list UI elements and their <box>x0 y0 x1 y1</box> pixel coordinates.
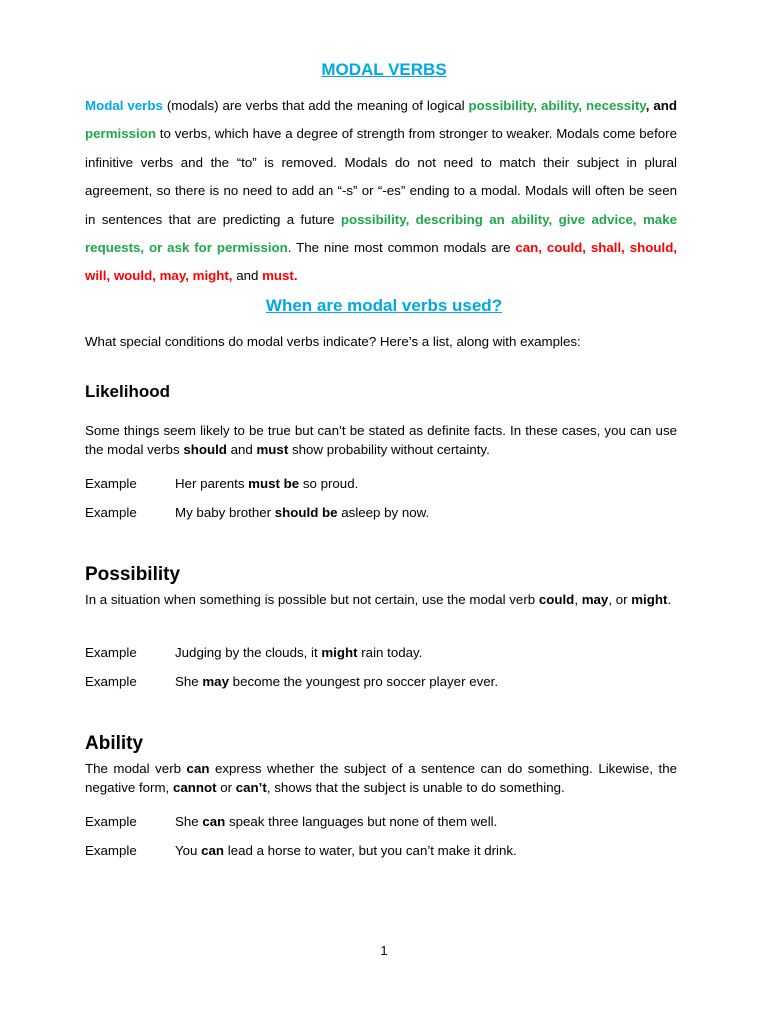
section-subtitle: When are modal verbs used? <box>265 296 503 315</box>
desc-keyword: cannot <box>172 780 217 795</box>
desc-text: , <box>574 592 582 607</box>
example-keyword: might <box>321 645 358 660</box>
example-text: asleep by now. <box>337 505 430 520</box>
intro-highlight-must: must. <box>262 268 298 284</box>
possibility-description <box>85 590 677 609</box>
heading-ability: Ability <box>85 733 144 754</box>
desc-text: , or <box>608 592 632 607</box>
desc-text: or <box>216 780 236 795</box>
example-label: Example <box>85 505 137 520</box>
example-keyword: may <box>202 674 229 689</box>
desc-text: , shows that the subject is unable to do something. <box>266 780 565 795</box>
example-text: speak three languages but none of them well. <box>225 814 498 829</box>
example-text: rain today. <box>357 645 423 660</box>
desc-keyword: should <box>183 442 227 457</box>
example-text: lead a horse to water, but you can’t make it drink. <box>224 843 517 858</box>
example-row <box>85 814 677 829</box>
example-text: become the youngest pro soccer player ever. <box>228 674 499 689</box>
example-text: so proud. <box>299 476 359 491</box>
example-keyword: should be <box>274 505 338 520</box>
intro-highlight-uses: possibility, describing an ability, give advice, make requests, or ask for permission <box>85 211 677 256</box>
desc-text: The modal verb <box>85 761 187 776</box>
example-sentence <box>175 505 429 520</box>
example-sentence <box>175 843 517 858</box>
example-label: Example <box>85 843 137 858</box>
heading-possibility: Possibility <box>85 564 181 585</box>
example-text: My baby brother <box>175 505 275 520</box>
heading-likelihood: Likelihood <box>85 382 170 401</box>
example-label: Example <box>85 476 137 491</box>
desc-text: . <box>667 592 672 607</box>
example-sentence <box>175 645 422 660</box>
intro-text: , and <box>645 98 677 113</box>
desc-keyword: could <box>538 592 575 607</box>
example-row <box>85 476 677 491</box>
page-number: 1 <box>380 943 388 958</box>
example-row <box>85 674 677 689</box>
example-label: Example <box>85 645 137 660</box>
example-sentence <box>175 814 497 829</box>
example-text: She <box>175 674 203 689</box>
intro-highlight-modals: can, could, shall, should, will, would, may, might, <box>85 240 678 284</box>
desc-keyword: can’t <box>235 780 267 795</box>
desc-keyword: might <box>631 592 668 607</box>
desc-keyword: must <box>256 442 289 457</box>
example-row <box>85 505 677 520</box>
desc-text: Some things seem likely to be true but can’t be stated as definite facts. In these cases, you can use the modal verbs <box>85 423 677 457</box>
intro-text: and <box>232 268 263 284</box>
example-label: Example <box>85 674 137 689</box>
desc-keyword: can <box>186 761 210 776</box>
intro-question: What special conditions do modal verbs indicate? Here’s a list, along with examples: <box>85 334 581 349</box>
desc-text: show probability without certainty. <box>288 442 490 457</box>
intro-term-modal-verbs: Modal verbs <box>85 98 163 113</box>
example-row <box>85 645 677 660</box>
desc-text: and <box>226 442 257 457</box>
desc-keyword: may <box>581 592 609 607</box>
page-title: MODAL VERBS <box>321 60 447 79</box>
example-row <box>85 843 677 858</box>
example-keyword: must be <box>248 476 300 491</box>
example-sentence <box>175 476 358 491</box>
intro-text: . The nine most common modals are <box>287 240 516 256</box>
example-text: You <box>175 843 202 858</box>
likelihood-description <box>85 421 677 459</box>
intro-text: (modals) are verbs that add the meaning of logical <box>162 98 469 113</box>
example-text: Her parents <box>175 476 249 491</box>
example-keyword: can <box>202 814 226 829</box>
intro-highlight-permission: permission <box>85 126 156 142</box>
example-sentence <box>175 674 498 689</box>
example-text: Judging by the clouds, it <box>175 645 322 660</box>
example-text: She <box>175 814 203 829</box>
example-keyword: can <box>201 843 225 858</box>
intro-text: to verbs, which have a degree of strength from stronger to weaker. Modals come before infinitive verbs and the “to” is removed. Modals do not need to match their subject in plural agreement, so there is no need to add an “-s” or “-es” ending to a modal. Modals will often be seen in sentences that are predicting a future <box>85 126 677 227</box>
ability-description <box>85 759 677 797</box>
intro-highlight-meanings: possibility, ability, necessity <box>468 98 646 113</box>
intro-paragraph <box>85 92 677 291</box>
desc-text: In a situation when something is possible but not certain, use the modal verb <box>85 592 539 607</box>
example-label: Example <box>85 814 137 829</box>
desc-text: express whether the subject of a sentence can do something. Likewise, the negative form, <box>85 761 677 795</box>
